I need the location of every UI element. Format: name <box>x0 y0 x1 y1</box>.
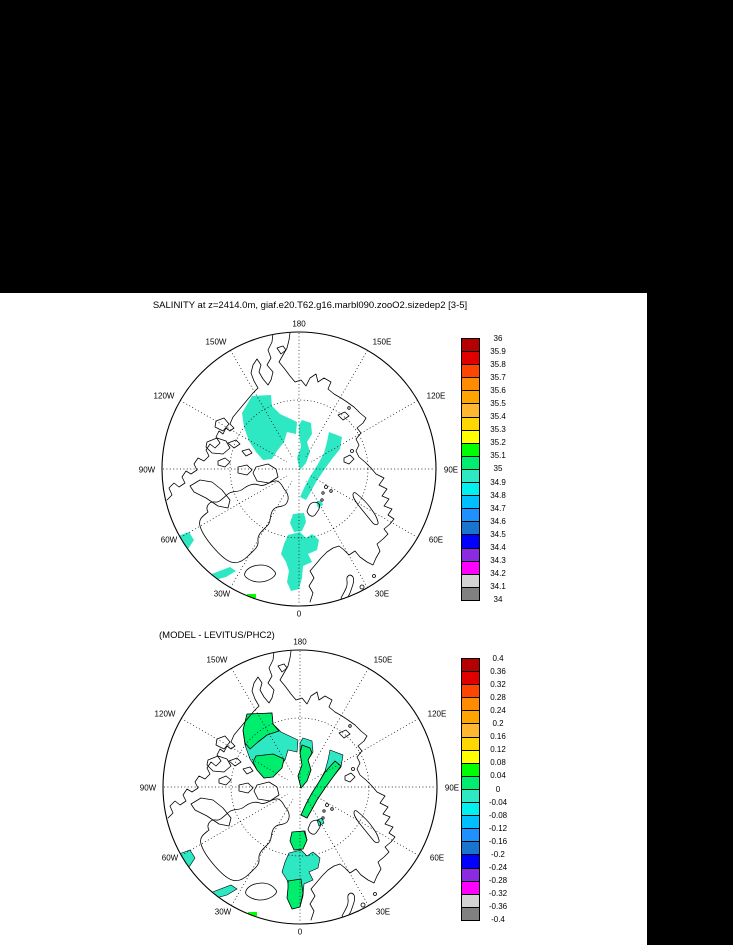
meridian-label: 90E <box>443 465 459 475</box>
colorbar-tick: 34.6 <box>490 517 506 526</box>
colorbar-tick: 35.5 <box>490 399 506 408</box>
meridian-label: 150W <box>205 337 227 347</box>
colorbar-cell <box>462 672 479 685</box>
colorbar-tick: 36 <box>493 334 503 343</box>
colorbar-cell <box>462 352 479 365</box>
colorbar-tick: 0.16 <box>490 732 506 741</box>
colorbar-tick: 35.6 <box>490 386 506 395</box>
colorbar-cell <box>462 711 479 724</box>
colorbar-tick: 35.2 <box>490 438 506 447</box>
meridian-label: 90W <box>139 783 157 793</box>
colorbar-cell <box>462 882 479 895</box>
meridian-label: 0 <box>296 609 302 619</box>
colorbar-tick: 34.9 <box>490 478 506 487</box>
salinity-difference-map <box>161 648 441 928</box>
colorbar-tick: 35.1 <box>490 451 506 460</box>
colorbar-cell <box>462 391 479 404</box>
colorbar-tick: -0.2 <box>491 850 505 859</box>
colorbar-tick: 0.4 <box>492 654 504 663</box>
colorbar-cell <box>462 895 479 908</box>
colorbar-cell <box>462 816 479 829</box>
colorbar-tick: 34.7 <box>490 504 506 513</box>
colorbar-tick: 34.2 <box>490 569 506 578</box>
meridian-label: 90E <box>444 783 460 793</box>
colorbar-tick: 34.5 <box>490 530 506 539</box>
meridian-label: 60E <box>428 535 444 545</box>
zero-contour-region <box>253 754 284 778</box>
colorbar-tick: -0.4 <box>491 915 505 924</box>
meridian-label: 120W <box>154 709 176 719</box>
colorbar-cell <box>462 509 479 522</box>
colorbar-tick: 0.32 <box>490 680 506 689</box>
colorbar-tick: -0.08 <box>488 811 508 820</box>
colorbar-cell <box>462 869 479 882</box>
colorbar-tick: -0.28 <box>488 876 508 885</box>
colorbar-cell <box>462 483 479 496</box>
colorbar-tick: 35.7 <box>490 373 506 382</box>
colorbar-tick: -0.12 <box>488 824 508 833</box>
colorbar-cell <box>462 431 479 444</box>
colorbar-cell <box>462 339 479 352</box>
colorbar-tick: 34.3 <box>490 556 506 565</box>
colorbar-cell <box>462 549 479 562</box>
colorbar-tick: 35 <box>493 464 503 473</box>
colorbar-cell <box>462 724 479 737</box>
colorbar-cell <box>462 522 479 535</box>
colorbar-cell <box>462 378 479 391</box>
top-plot-title: SALINITY at z=2414.0m, giaf.e20.T62.g16.marbl090.zooO2.sizedep2 [3-5] <box>152 300 468 311</box>
meridian-label: 60W <box>161 853 179 863</box>
colorbar-tick: 0.28 <box>490 693 506 702</box>
meridian-label: 60E <box>429 853 445 863</box>
zero-contour-region <box>287 879 303 909</box>
colorbar-cell <box>462 908 479 920</box>
meridian-label: 150E <box>373 655 393 665</box>
colorbar-tick: -0.04 <box>488 798 508 807</box>
colorbar-cell <box>462 698 479 711</box>
colorbar-tick: 0.2 <box>492 719 504 728</box>
colorbar-cell <box>462 842 479 855</box>
colorbar-tick: 34 <box>493 595 503 604</box>
meridian-label: 30E <box>374 589 390 599</box>
colorbar-cell <box>462 777 479 790</box>
colorbar-cell <box>462 418 479 431</box>
colorbar-tick: 0.04 <box>490 771 506 780</box>
meridian-label: 120W <box>153 391 175 401</box>
colorbar-tick: 0.12 <box>490 745 506 754</box>
colorbar-cell <box>462 685 479 698</box>
meridian-label: 150E <box>372 337 392 347</box>
colorbar-cell <box>462 404 479 417</box>
meridian-label: 150W <box>206 655 228 665</box>
graticule <box>161 651 436 923</box>
colorbar-tick: 35.4 <box>490 412 506 421</box>
colorbar-tick: 0 <box>495 785 501 794</box>
zero-contour-region <box>298 745 312 788</box>
meridian-label: 120E <box>426 391 446 401</box>
colorbar-tick: -0.24 <box>488 863 508 872</box>
bottom-plot-subtitle: (MODEL - LEVITUS/PHC2) <box>159 630 275 641</box>
colorbar-cell <box>462 764 479 777</box>
meridian-label: 180 <box>293 637 307 647</box>
colorbar-cell <box>462 496 479 509</box>
colorbar-cell <box>462 470 479 483</box>
colorbar-cell <box>462 751 479 764</box>
colorbar-tick: -0.36 <box>488 902 508 911</box>
colorbar-cell <box>462 535 479 548</box>
graticule <box>160 333 435 605</box>
colorbar-tick: 0.36 <box>490 667 506 676</box>
meridian-label: 90W <box>138 465 156 475</box>
colorbar-cell <box>462 803 479 816</box>
meridian-label: 180 <box>292 319 306 329</box>
zero-contour-region <box>290 831 307 850</box>
meridian-label: 30W <box>214 907 232 917</box>
colorbar-tick: 34.8 <box>490 491 506 500</box>
colorbar-tick: -0.32 <box>488 889 508 898</box>
colorbar-top <box>461 338 480 601</box>
colorbar-tick: 34.4 <box>490 543 506 552</box>
meridian-label: 30E <box>375 907 391 917</box>
colorbar-tick: 34.1 <box>490 582 506 591</box>
colorbar-tick: 0.08 <box>490 758 506 767</box>
meridian-label: 60W <box>160 535 178 545</box>
colorbar-bottom <box>461 658 480 921</box>
salinity-map-top <box>160 330 440 610</box>
colorbar-cell <box>462 738 479 751</box>
colorbar-cell <box>462 575 479 588</box>
colorbar-tick: 35.9 <box>490 347 506 356</box>
colorbar-cell <box>462 790 479 803</box>
colorbar-tick: -0.16 <box>488 837 508 846</box>
colorbar-cell <box>462 457 479 470</box>
colorbar-cell <box>462 659 479 672</box>
colorbar-tick: 35.3 <box>490 425 506 434</box>
colorbar-cell <box>462 562 479 575</box>
colorbar-tick: 35.8 <box>490 360 506 369</box>
meridian-label: 120E <box>427 709 447 719</box>
colorbar-cell <box>462 444 479 457</box>
colorbar-cell <box>462 855 479 868</box>
meridian-label: 30W <box>213 589 231 599</box>
colorbar-cell <box>462 588 479 600</box>
colorbar-cell <box>462 365 479 378</box>
colorbar-cell <box>462 829 479 842</box>
diff-patch <box>210 885 237 898</box>
colorbar-tick: 0.24 <box>490 706 506 715</box>
meridian-label: 0 <box>297 927 303 937</box>
salinity-patch <box>209 567 236 580</box>
